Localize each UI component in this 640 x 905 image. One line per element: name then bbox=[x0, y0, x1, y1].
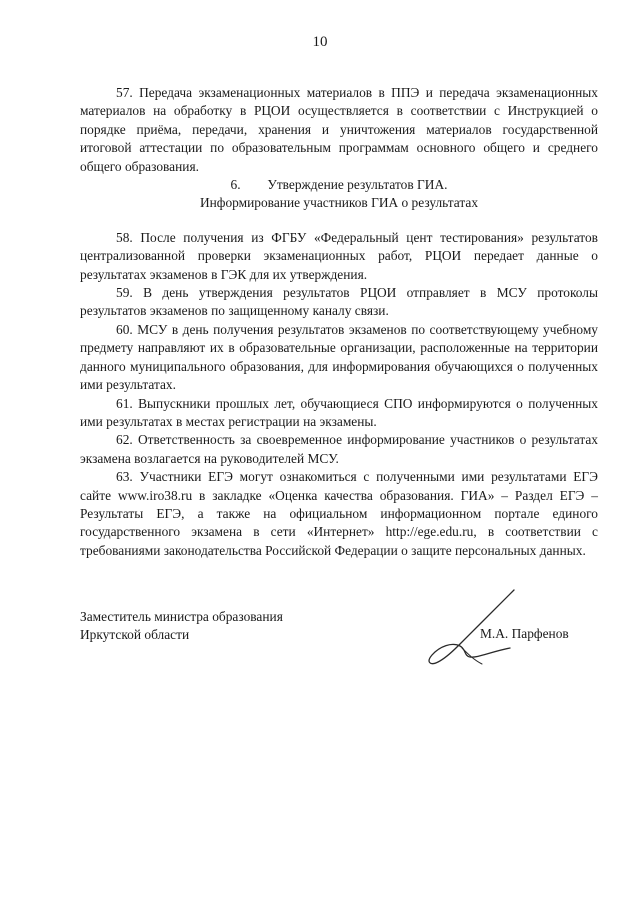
signature-block bbox=[80, 608, 598, 688]
position-line2: Иркутской области bbox=[80, 627, 190, 643]
paragraph-60: 60. МСУ в день получения результатов экзаменов по соответствующему учебному предмету направляют их в образовательные организации, расположенные на территории данного муниципального образования, для информирования обучающихся о полученных ими результатах. bbox=[80, 321, 598, 393]
spacer bbox=[80, 213, 598, 229]
paragraph-58: 58. После получения из ФГБУ «Федеральный цент тестирования» результатов централизованной проверки экзаменационных работ, РЦОИ передает данные о результатах экзаменов в ГЭК для их утверждения. bbox=[80, 229, 598, 282]
position-line1: Заместитель министра образования bbox=[80, 609, 283, 624]
paragraph-63: 63. Участники ЕГЭ могут ознакомиться с полученными ими результатами ЕГЭ сайте www.iro38.ru в закладке «Оценка качества образования. ГИА» – Раздел ЕГЭ – Результаты ЕГЭ, а также на официальном информационном портале единого государственного экзамена в сети «Интернет» http://ege.edu.ru, в соответствии с требованиями законодательства Российской Федерации о защите персональных данных. bbox=[80, 469, 598, 558]
section-title-line1: 6. Утверждение результатов ГИА. bbox=[230, 177, 448, 193]
signer-position bbox=[80, 608, 283, 645]
paragraph-62: 62. Ответственность за своевременное информирование участников о результатах экзамена возлагается на руководителей МСУ. bbox=[80, 432, 598, 466]
paragraph-57: 57. Передача экзаменационных материалов в ППЭ и передача экзаменационных материалов на обработку в РЦОИ осуществляется в соответствии с Инструкцией о порядке приёма, передачи, хранения и уничтожения материалов государственной итоговой аттестации по образовательным программам основного общего и среднего общего образования. bbox=[80, 85, 598, 174]
page-number: 10 bbox=[312, 34, 328, 50]
signer-name: М.А. Парфенов bbox=[480, 626, 569, 641]
section-title-line2: Информирование участников ГИА о результатах bbox=[199, 195, 479, 211]
document-body bbox=[80, 84, 598, 560]
paragraph-61: 61. Выпускники прошлых лет, обучающиеся СПО информируются о полученных ими результатах в местах регистрации на экзамены. bbox=[80, 395, 598, 429]
paragraph-59: 59. В день утверждения результатов РЦОИ отправляет в МСУ протоколы результатов экзаменов по защищенному каналу связи. bbox=[80, 285, 598, 319]
